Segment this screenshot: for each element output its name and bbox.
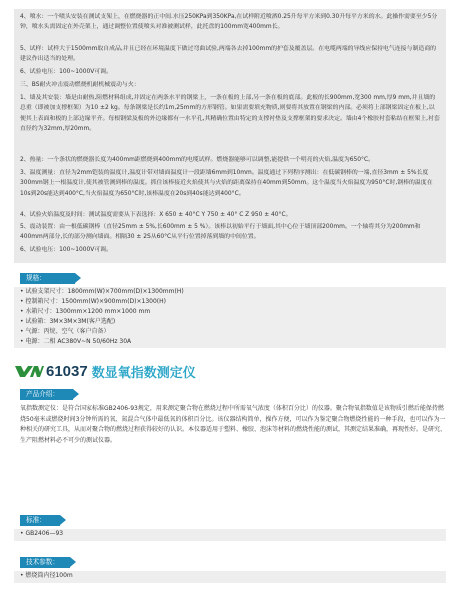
procedure-item-heat: 2、热量：一个条状的燃烧器长度为400mm距燃烧到400mm的电缆试样。燃烧器能够可以调整,能提供一个明亮的火焰,温度为650°C。 — [20, 157, 374, 163]
standard-heading: 标准： — [20, 515, 60, 526]
yn-logo-icon — [14, 363, 44, 379]
product-name: 数显氧指数测定仪 — [91, 365, 196, 381]
list-item: • 燃烧筒内径100m — [20, 572, 73, 579]
list-item: • 控制箱尺寸：1500mm(W)×900mm(D)×1300(H) — [20, 298, 166, 305]
procedure-item-flame-temp: 4、试验火焰温度及时间：测试温度需要从下表选择：X 650 ± 40°C Y 750 ± 40° C Z 950 ± 40°C。 — [20, 212, 292, 218]
list-item: • 水箱尺寸：1300mm×1200 mm×1000 mm — [20, 308, 151, 315]
procedure-item-water-spray: 4、喷水：一个喷头安装在测试支架上，在燃烧器的正中间.水压250KPa到350KPa,在试样附近喷洒0.25升每平方米到0.30升每平方米的水。此操作需要至少5分钟，喷水头需固定在外壳架上，通过调整位置使喷头对准被测试样，此托盘的100mm宽400mm长。 — [20, 14, 438, 31]
tech-params-heading: 技术参数： — [20, 557, 70, 568]
procedure-item-voltage: 6、试验电压：100~1000V可调。 — [20, 69, 112, 75]
procedure-item-wall: 1、墙及其安装：墙是由耐热,阻燃材料组成,并固定在两条水平的钢梁上，一条在板的上部,另一条在板的底部。此板的长900mm,宽300 mm,厚9 mm,并且墙的总重（即被加支撑框架）为10 ±2 kg。每条钢梁是长约1m,25mm的方形钢管。如果需要填充物质,则要将其放置在钢梁的内部。必须将上部钢梁固定在板上,以便其上表面和板的上部边缘平齐。每根钢梁及板的外边缘都有一水平孔,其精确位置由特定的支撑衬垫及支撑框架的要求决定。墙由4个橡胶衬套粘结在框架上,衬套直径约为32mm,厚20mm。 — [20, 95, 440, 133]
list-item: • 电源：二相 AC380V~N 50/60Hz 30A — [20, 338, 132, 345]
list-item: • 试验支架尺寸：1800mm(W)×700mm(D)×1300mm(H) — [20, 288, 184, 295]
product-title — [14, 361, 196, 381]
procedure-item-temperature: 3、温度测量：直径为2mm铠装的温度计,温度计带对墙面温度计一段距墙6mm到10mm。温度通过下列程序测出：在低碳钢棒的一端,直径3mm ± 5%长度300mm钢上一根温度计,使其被管测到棒的温度。抓住该棒接近火焰使其与火焰的距离保持在40mm到50mm。这个温度当火焰温度为950°C时,钢棒的温度在10s到20s能达到400°C,当火焰温度为650°C时,该棒温度在20s到40s能达到400°C。 — [20, 170, 433, 197]
procedure-item-voltage-2: 6、试验电压：100~1000V可调。 — [20, 247, 112, 253]
product-model: 61037 — [46, 362, 88, 380]
spec-list — [14, 287, 446, 348]
intro-heading: 产品介绍： — [20, 389, 73, 400]
product-description: 氧指数测定仪：是符合国家标准GB2406-93规定，用来测定聚合物在燃烧过程中所需氧气浓度（体积百分比）的仪器。聚合物氧指数值是该物质引燃后能保持燃烧50毫米或燃烧时间3分钟所需的氧、氮混合气体中最低氧的体积百分比。该仪器结构简单，操作方便，可以作为鉴定聚合物燃烧性能的一种手段，也可以作为一种相关的研究工具，从而对聚合物的燃烧过程获得较好的认识。本仪器适用于塑料、橡胶、泡沫等材料的燃烧性能的测试，其测定结果准确，再现性好。是研究、生产阻燃材料必不可少的测试仪器。 — [20, 405, 447, 445]
tech-params-list — [14, 571, 446, 583]
procedure-item-vibration: 5、震动装置：由一根低碳钢棒（直径25mm ± 5%,长600mm ± 5 %）。该棒以初始平行于墙面,其中心位于墙顶部200mm。一个轴将其分为200mm和400mm两部分,长的部分测向墙面。相隔30 ± 2S从60°C从平行位置掉落到墙的中间位置。 — [20, 224, 421, 241]
spec-heading: 规格： — [20, 273, 75, 284]
standard-list — [14, 529, 446, 541]
procedure-item-sample: 5、试样：试样大于1500mm取自成品,并且已经在环境温度下做过弯曲试验,两端各去掉100mm的护套及覆盖层。在电缆两端的导线应保持电气连接与制造商的建议作出适当的处理。 — [20, 46, 437, 63]
list-item: • GB2406—93 — [20, 530, 64, 537]
list-item: • 试验箱：3M×3M×3M(客户选配) — [20, 318, 116, 325]
procedure-section-heading: 三、BS耐火冲击震动燃烧机耐机械震动与火： — [20, 82, 140, 88]
list-item: • 气源：丙烷、空气（客户自备） — [20, 328, 110, 335]
